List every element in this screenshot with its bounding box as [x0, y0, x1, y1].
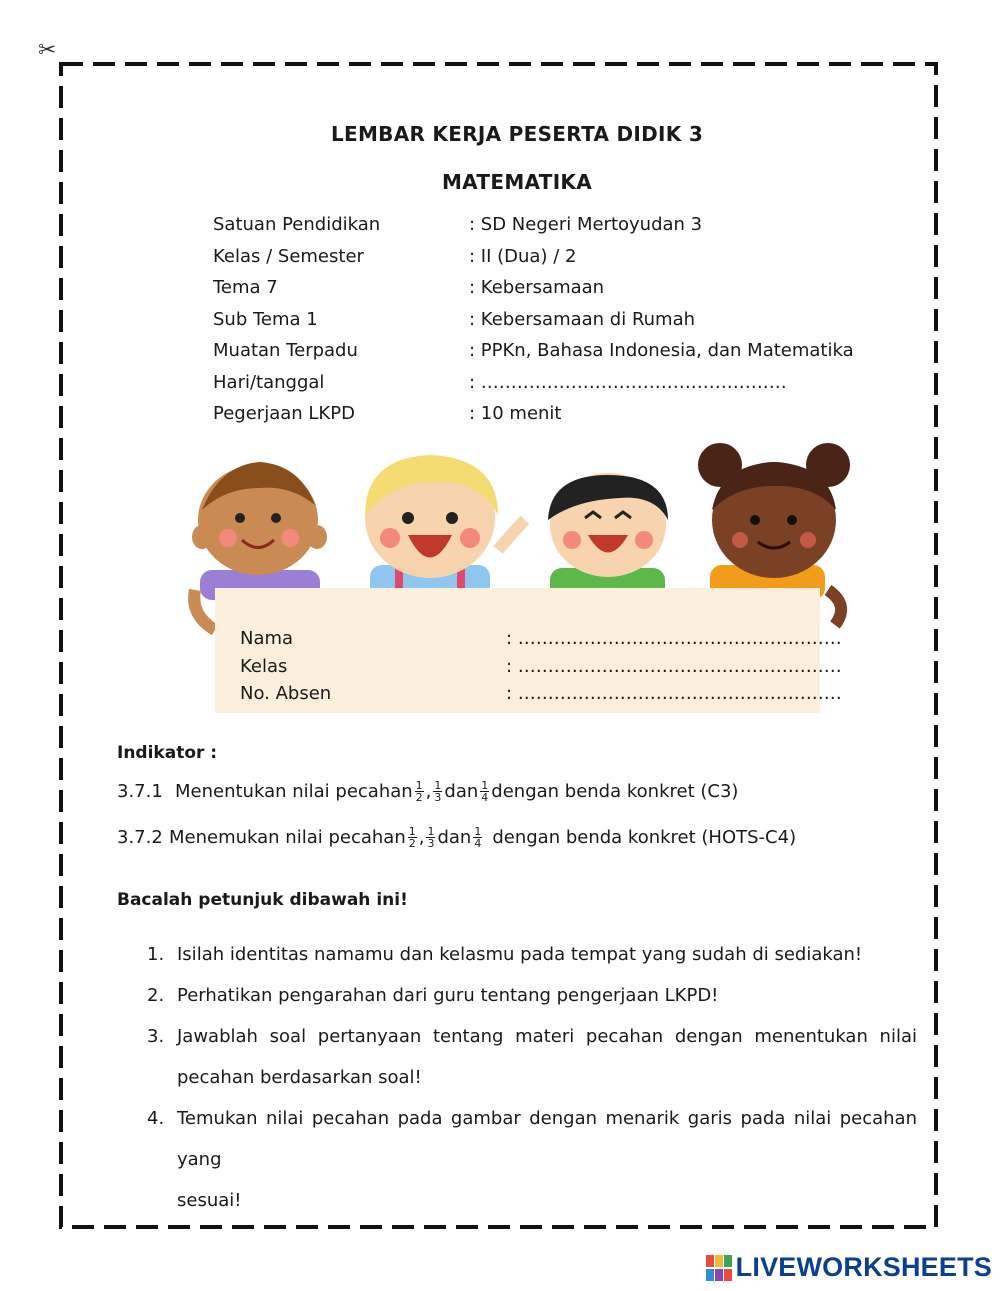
fraction-half: $\frac{1}{2}$ — [408, 825, 416, 850]
child-3-illustration — [548, 473, 668, 600]
child-2-illustration — [365, 455, 525, 600]
subject-title: MATEMATIKA — [441, 170, 593, 194]
fraction-third: $\frac{1}{3}$ — [434, 779, 442, 804]
info-row: Satuan Pendidikan : SD Negeri Mertoyudan 3 — [213, 214, 703, 235]
list-item: 3. Jawablah soal pertanyaan tentang materi pecahan dengan menentukan nilai pecahan berdasarkan soal! — [147, 1026, 917, 1088]
student-row: No. Absen : ……………………………………………… — [240, 683, 842, 711]
info-row: Hari/tanggal : …………………………………………… — [213, 371, 787, 393]
fraction-quarter: $\frac{1}{4}$ — [474, 825, 482, 850]
instructions-heading: Bacalah petunjuk dibawah ini! — [117, 890, 408, 910]
scissors-icon: ✂ — [38, 38, 57, 63]
instruction-list — [147, 934, 917, 1221]
list-item: 1. Isilah identitas namamu dan kelasmu pada tempat yang sudah di sediakan! — [147, 944, 863, 965]
indicator-1: 3.7.1 Menentukan nilai pecahan $\frac{1}{2}$ , $\frac{1}{3}$ dan $\frac{1}{4}$ dengan benda konkret (C3) — [117, 779, 739, 804]
indikator-heading: Indikator : — [117, 743, 218, 763]
fraction-quarter: $\frac{1}{4}$ — [481, 779, 489, 804]
liveworksheets-wordmark: LIVEWORKSHEETS — [735, 1252, 992, 1282]
info-row: Kelas / Semester : II (Dua) / 2 — [213, 245, 577, 267]
info-row: Sub Tema 1 : Kebersamaan di Rumah — [213, 308, 696, 330]
info-row: Pegerjaan LKPD : 10 menit — [213, 403, 562, 424]
liveworksheets-logo-icon — [706, 1255, 732, 1281]
student-row: Kelas : ……………………………………………… — [240, 656, 842, 684]
class-field[interactable]: : ……………………………………………… — [506, 655, 842, 677]
liveworksheets-logo[interactable] — [706, 1252, 992, 1283]
list-item: 4. Temukan nilai pecahan pada gambar dengan menarik garis pada nilai pecahan yang sesuai! — [147, 1108, 917, 1211]
info-row: Muatan Terpadu : PPKn, Bahasa Indonesia, dan Matematika — [213, 340, 854, 361]
identity-table — [213, 214, 854, 435]
indicator-2: 3.7.2 Menemukan nilai pecahan $\frac{1}{2}$ , $\frac{1}{3}$ dan $\frac{1}{4}$ dengan benda konkret (HOTS-C4) — [117, 825, 797, 850]
student-row: Nama : ……………………………………………… — [240, 628, 842, 656]
fraction-third: $\frac{1}{3}$ — [427, 825, 435, 850]
worksheet-title: LEMBAR KERJA PESERTA DIDIK 3 — [330, 122, 704, 146]
info-row: Tema 7 : Kebersamaan — [213, 277, 605, 298]
absen-field[interactable]: : ……………………………………………… — [506, 683, 842, 704]
student-identity-form — [240, 628, 842, 711]
name-field[interactable]: : ……………………………………………… — [506, 628, 842, 649]
fraction-half: $\frac{1}{2}$ — [415, 779, 423, 804]
list-item: 2. Perhatikan pengarahan dari guru tentang pengerjaan LKPD! — [147, 985, 719, 1006]
